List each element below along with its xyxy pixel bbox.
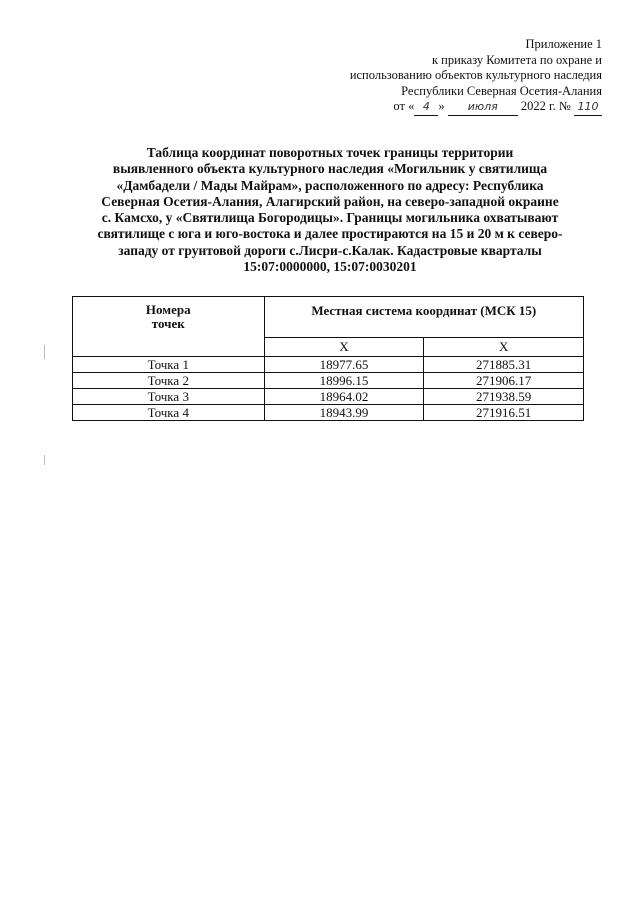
appendix-republic-line: Республики Северная Осетия-Алания: [401, 83, 602, 98]
year-number-label: 2022 г. №: [520, 99, 571, 113]
table-row: [73, 373, 584, 389]
date-middle: »: [438, 99, 445, 113]
points-header-line2: точек: [151, 316, 185, 331]
coord-y: 271906.17: [424, 373, 584, 389]
title-line: Таблица координат поворотных точек границы территории: [146, 145, 514, 160]
coord-x: 18964.02: [264, 389, 424, 405]
point-name: Точка 1: [73, 357, 265, 373]
coordinates-table: [72, 296, 584, 421]
document-title: [60, 145, 600, 275]
axis-x-header: X: [264, 338, 424, 357]
table-row: [73, 357, 584, 373]
title-line: выявленного объекта культурного наследия «Могильник у святилища: [112, 161, 548, 177]
appendix-header: [282, 37, 602, 116]
scan-margin-mark: [44, 455, 45, 465]
handwritten-order-number: 110: [574, 99, 602, 116]
date-prefix: от «: [393, 99, 415, 113]
appendix-committee-line: использованию объектов культурного наследия: [349, 68, 602, 82]
table-row: [73, 405, 584, 421]
title-line: «Дамбадели / Мады Майрам», расположенного по адресу: Республика: [116, 177, 544, 193]
points-column-header: [73, 297, 265, 357]
coord-y: 271916.51: [424, 405, 584, 421]
title-line: с. Камсхо, у «Святилища Богородицы». Границы могильника охватывают: [101, 210, 559, 226]
axis-x-header-second: X: [424, 338, 584, 357]
appendix-order-line: к приказу Комитета по охране и: [431, 52, 602, 67]
coord-x: 18996.15: [264, 373, 424, 389]
coordinate-system-header: Местная система координат (МСК 15): [264, 297, 583, 338]
coord-x: 18977.65: [264, 357, 424, 373]
point-name: Точка 2: [73, 373, 265, 389]
handwritten-day: 4: [414, 99, 438, 116]
coord-x: 18943.99: [264, 405, 424, 421]
order-date-line: [282, 99, 602, 116]
points-header-line1: Номера: [145, 302, 191, 317]
title-line: Северная Осетия-Алания, Алагирский район, на северо-западной окраине: [101, 193, 559, 209]
title-line: 15:07:0000000, 15:07:0030201: [243, 259, 417, 275]
table-row: [73, 389, 584, 405]
coord-y: 271885.31: [424, 357, 584, 373]
handwritten-month: июля: [448, 99, 518, 116]
scan-margin-mark: [44, 345, 45, 359]
point-name: Точка 3: [73, 389, 265, 405]
coord-y: 271938.59: [424, 389, 584, 405]
title-line: святилище с юга и юго-востока и далее простираются на 15 и 20 м к северо-: [97, 226, 563, 242]
point-name: Точка 4: [73, 405, 265, 421]
title-line: западу от грунтовой дороги с.Лисри-с.Калак. Кадастровые кварталы: [118, 242, 542, 258]
appendix-title: Приложение 1: [525, 37, 602, 51]
